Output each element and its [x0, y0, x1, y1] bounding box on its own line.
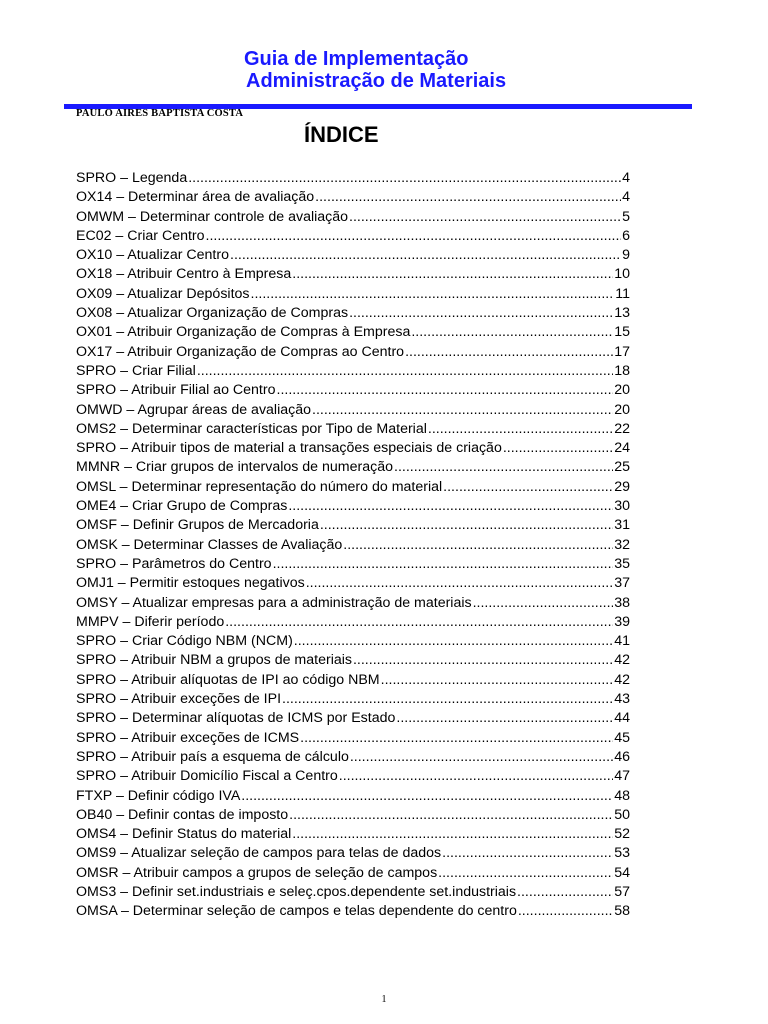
- toc-dot-leader: [306, 574, 614, 593]
- toc-entry[interactable]: [76, 536, 630, 555]
- toc-entry[interactable]: [76, 285, 630, 304]
- toc-entry-page: 13: [614, 305, 630, 322]
- toc-entry[interactable]: [76, 362, 630, 381]
- toc-entry-page: 30: [614, 498, 630, 515]
- toc-entry-page: 58: [614, 903, 630, 920]
- toc-dot-leader: [206, 227, 622, 246]
- toc-entry[interactable]: [76, 671, 630, 690]
- toc-entry[interactable]: [76, 767, 630, 786]
- toc-entry-title: OMSK – Determinar Classes de Avaliação: [76, 536, 343, 553]
- toc-entry-title: OX01 – Atribuir Organização de Compras à Empresa: [76, 324, 411, 341]
- toc-entry[interactable]: [76, 265, 630, 284]
- toc-entry[interactable]: [76, 748, 630, 767]
- toc-dot-leader: [381, 671, 614, 690]
- toc-entry-page: 10: [614, 266, 630, 283]
- toc-dot-leader: [396, 709, 613, 728]
- toc-dot-leader: [282, 690, 613, 709]
- toc-entry-page: 50: [614, 806, 630, 823]
- toc-entry-page: 25: [614, 459, 630, 476]
- toc-entry[interactable]: [76, 632, 630, 651]
- toc-entry-title: OMS9 – Atualizar seleção de campos para telas de dados: [76, 845, 442, 862]
- toc-entry[interactable]: [76, 323, 630, 342]
- toc-entry-page: 43: [614, 691, 630, 708]
- toc-entry-title: OX10 – Atualizar Centro: [76, 247, 229, 264]
- toc-entry-title: OMJ1 – Permitir estoques negativos: [76, 575, 305, 592]
- toc-entry[interactable]: [76, 516, 630, 535]
- toc-entry-page: 20: [614, 382, 630, 399]
- toc-entry-title: OX08 – Atualizar Organização de Compras: [76, 305, 349, 322]
- toc-entry-page: 18: [614, 362, 630, 379]
- toc-entry-title: OMSL – Determinar representação do número do material: [76, 478, 443, 495]
- toc-entry-page: 22: [614, 420, 630, 437]
- toc-dot-leader: [225, 613, 613, 632]
- toc-entry[interactable]: [76, 844, 630, 863]
- toc-entry[interactable]: [76, 478, 630, 497]
- toc-entry-page: 41: [614, 633, 630, 650]
- toc-entry-page: 42: [614, 671, 630, 688]
- toc-dot-leader: [241, 787, 613, 806]
- toc-dot-leader: [277, 381, 614, 400]
- toc-entry-page: 17: [614, 343, 630, 360]
- toc-entry-title: OX18 – Atribuir Centro à Empresa: [76, 266, 292, 283]
- toc-dot-leader: [288, 497, 613, 516]
- toc-entry[interactable]: [76, 613, 630, 632]
- toc-entry-title: OMSR – Atribuir campos a grupos de seleção de campos: [76, 864, 438, 881]
- toc-entry[interactable]: [76, 208, 630, 227]
- toc-entry[interactable]: [76, 709, 630, 728]
- toc-entry-page: 54: [614, 864, 630, 881]
- toc-entry-title: OX14 – Determinar área de avaliação: [76, 189, 315, 206]
- toc-entry-title: EC02 – Criar Centro: [76, 227, 205, 244]
- page-number: 1: [381, 994, 387, 1005]
- toc-dot-leader: [473, 594, 614, 613]
- toc-entry-page: 47: [614, 768, 630, 785]
- toc-entry-page: 11: [615, 285, 630, 302]
- toc-dot-leader: [350, 748, 613, 767]
- toc-dot-leader: [230, 246, 621, 265]
- toc-entry[interactable]: [76, 458, 630, 477]
- toc-entry-title: OMSF – Definir Grupos de Mercadoria: [76, 517, 319, 534]
- toc-dot-leader: [315, 188, 621, 207]
- toc-dot-leader: [292, 825, 613, 844]
- toc-entry-title: SPRO – Atribuir exceções de ICMS: [76, 729, 300, 746]
- toc-entry[interactable]: [76, 420, 630, 439]
- toc-entry-page: 44: [614, 710, 630, 727]
- toc-entry[interactable]: [76, 902, 630, 921]
- document-title-line1: Guia de Implementação: [244, 48, 469, 70]
- toc-entry-page: 29: [614, 478, 630, 495]
- toc-entry-title: OMS3 – Definir set.industriais e seleç.cpos.dependente set.industriais: [76, 883, 517, 900]
- toc-entry-title: SPRO – Legenda: [76, 170, 188, 186]
- toc-entry[interactable]: [76, 690, 630, 709]
- toc-dot-leader: [349, 208, 621, 227]
- toc-entry-page: 9: [622, 247, 630, 264]
- toc-entry-page: 6: [622, 227, 630, 244]
- toc-entry[interactable]: [76, 651, 630, 670]
- toc-entry[interactable]: [76, 169, 630, 188]
- toc-entry-title: SPRO – Atribuir país a esquema de cálculo: [76, 748, 349, 765]
- toc-entry-title: SPRO – Criar Código NBM (NCM): [76, 633, 293, 650]
- toc-entry[interactable]: [76, 825, 630, 844]
- toc-entry-page: 5: [622, 208, 630, 225]
- toc-dot-leader: [518, 902, 613, 921]
- toc-entry-title: SPRO – Atribuir tipos de material a transações especiais de criação: [76, 440, 502, 457]
- toc-entry[interactable]: [76, 188, 630, 207]
- toc-entry[interactable]: [76, 594, 630, 613]
- toc-entry-title: SPRO – Atribuir Filial ao Centro: [76, 382, 276, 399]
- toc-dot-leader: [343, 536, 613, 555]
- toc-dot-leader: [197, 362, 613, 381]
- toc-dot-leader: [411, 323, 613, 342]
- toc-entry[interactable]: [76, 401, 630, 420]
- toc-dot-leader: [428, 420, 613, 439]
- toc-dot-leader: [503, 439, 613, 458]
- toc-entry-page: 57: [614, 883, 630, 900]
- toc-entry[interactable]: [76, 246, 630, 265]
- toc-entry[interactable]: [76, 227, 630, 246]
- toc-entry-title: OMS2 – Determinar características por Tipo de Material: [76, 420, 427, 437]
- toc-dot-leader: [251, 285, 615, 304]
- toc-dot-leader: [312, 401, 613, 420]
- document-title-line2: Administração de Materiais: [246, 70, 507, 92]
- toc-entry-page: 20: [614, 401, 630, 418]
- toc-dot-leader: [273, 555, 614, 574]
- toc-entry-title: SPRO – Atribuir Domicílio Fiscal a Centro: [76, 768, 338, 785]
- toc-entry-title: OMSA – Determinar seleção de campos e telas dependente do centro: [76, 903, 517, 920]
- toc-dot-leader: [438, 864, 613, 883]
- toc-entry-title: OB40 – Definir contas de imposto: [76, 806, 289, 823]
- toc-entry[interactable]: [76, 439, 630, 458]
- toc-entry-title: OX09 – Atualizar Depósitos: [76, 285, 250, 302]
- toc-dot-leader: [300, 729, 613, 748]
- toc-entry-page: 15: [614, 324, 630, 341]
- table-of-contents: [76, 169, 630, 922]
- toc-dot-leader: [353, 651, 613, 670]
- toc-entry[interactable]: [76, 574, 630, 593]
- toc-dot-leader: [405, 343, 613, 362]
- toc-entry-title: SPRO – Atribuir alíquotas de IPI ao código NBM: [76, 671, 380, 688]
- toc-entry-page: 37: [614, 575, 630, 592]
- toc-entry[interactable]: [76, 729, 630, 748]
- toc-entry[interactable]: [76, 787, 630, 806]
- toc-entry-page: 46: [614, 748, 630, 765]
- toc-entry-page: 52: [614, 826, 630, 843]
- toc-dot-leader: [188, 169, 621, 188]
- toc-entry-title: FTXP – Definir código IVA: [76, 787, 241, 804]
- toc-entry-page: 31: [614, 517, 630, 534]
- toc-entry-title: SPRO – Atribuir NBM a grupos de materiais: [76, 652, 352, 669]
- toc-entry-title: OMSY – Atualizar empresas para a administração de materiais: [76, 594, 472, 611]
- toc-entry-title: MMPV – Diferir período: [76, 613, 225, 630]
- toc-entry-title: MMNR – Criar grupos de intervalos de numeração: [76, 459, 393, 476]
- toc-entry-title: OMWM – Determinar controle de avaliação: [76, 208, 349, 225]
- toc-entry-title: OMWD – Agrupar áreas de avaliação: [76, 401, 311, 418]
- toc-dot-leader: [320, 516, 613, 535]
- toc-dot-leader: [517, 883, 613, 902]
- toc-dot-leader: [292, 265, 613, 284]
- toc-dot-leader: [442, 844, 613, 863]
- toc-entry[interactable]: [76, 555, 630, 574]
- toc-entry[interactable]: [76, 864, 630, 883]
- index-heading: ÍNDICE: [304, 122, 379, 147]
- toc-entry[interactable]: [76, 381, 630, 400]
- toc-dot-leader: [289, 806, 613, 825]
- toc-entry[interactable]: [76, 806, 630, 825]
- author-name: PAULO AIRES BAPTISTA COSTA: [76, 108, 244, 119]
- toc-entry-title: SPRO – Atribuir exceções de IPI: [76, 691, 282, 708]
- toc-entry-page: 38: [614, 594, 630, 611]
- toc-dot-leader: [349, 304, 613, 323]
- toc-entry-page: 39: [614, 613, 630, 630]
- toc-entry-title: OME4 – Criar Grupo de Compras: [76, 498, 288, 515]
- toc-entry-title: OMS4 – Definir Status do material: [76, 826, 292, 843]
- toc-entry-page: 53: [614, 845, 630, 862]
- toc-dot-leader: [394, 458, 613, 477]
- toc-entry-page: 35: [614, 555, 630, 572]
- toc-dot-leader: [443, 478, 613, 497]
- toc-entry-page: 24: [614, 440, 630, 457]
- toc-entry-page: 32: [614, 536, 630, 553]
- toc-entry-title: SPRO – Determinar alíquotas de ICMS por Estado: [76, 710, 396, 727]
- toc-entry-page: 45: [614, 729, 630, 746]
- toc-entry[interactable]: [76, 883, 630, 902]
- toc-entry-title: SPRO – Criar Filial: [76, 362, 196, 379]
- toc-entry-page: 4: [622, 170, 630, 186]
- toc-entry[interactable]: [76, 304, 630, 323]
- toc-entry-title: OX17 – Atribuir Organização de Compras ao Centro: [76, 343, 405, 360]
- toc-dot-leader: [294, 632, 613, 651]
- toc-entry[interactable]: [76, 343, 630, 362]
- toc-entry-page: 48: [614, 787, 630, 804]
- toc-entry-page: 4: [622, 189, 630, 206]
- toc-entry-title: SPRO – Parâmetros do Centro: [76, 555, 272, 572]
- toc-dot-leader: [339, 767, 613, 786]
- toc-entry[interactable]: [76, 497, 630, 516]
- toc-entry-page: 42: [614, 652, 630, 669]
